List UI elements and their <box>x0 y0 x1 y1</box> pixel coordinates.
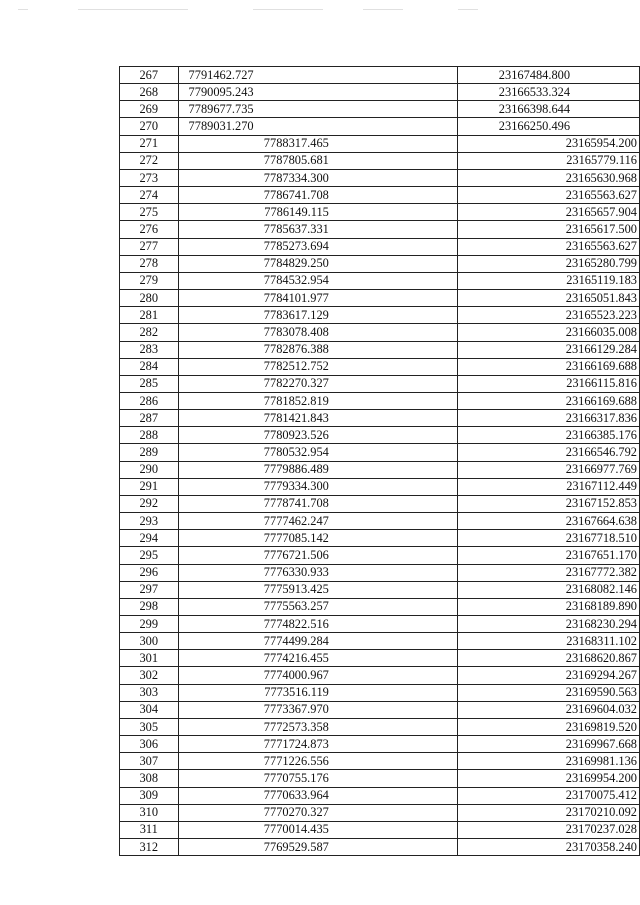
point-number: 286 <box>120 392 179 409</box>
y-coordinate: 23170210.092 <box>457 804 639 821</box>
x-coordinate: 7782270.327 <box>178 375 457 392</box>
y-coordinate: 23165051.843 <box>457 290 639 307</box>
y-coordinate: 23170237.028 <box>457 821 639 838</box>
table-row <box>120 392 640 409</box>
y-coordinate: 23169981.136 <box>457 753 639 770</box>
x-coordinate: 7781421.843 <box>178 410 457 427</box>
point-number: 277 <box>120 238 179 255</box>
table-row <box>120 736 640 753</box>
point-number: 298 <box>120 598 179 615</box>
table-row <box>120 375 640 392</box>
x-coordinate: 7776721.506 <box>178 547 457 564</box>
table-row <box>120 290 640 307</box>
point-number: 296 <box>120 564 179 581</box>
x-coordinate: 7771724.873 <box>178 736 457 753</box>
x-coordinate: 7779334.300 <box>178 478 457 495</box>
y-coordinate: 23166398.644 <box>457 101 639 118</box>
point-number: 291 <box>120 478 179 495</box>
table-row <box>120 701 640 718</box>
x-coordinate: 7784829.250 <box>178 255 457 272</box>
y-coordinate: 23167718.510 <box>457 530 639 547</box>
point-number: 285 <box>120 375 179 392</box>
y-coordinate: 23166385.176 <box>457 427 639 444</box>
table-row <box>120 461 640 478</box>
x-coordinate: 7784101.977 <box>178 290 457 307</box>
point-number: 269 <box>120 101 179 118</box>
y-coordinate: 23167112.449 <box>457 478 639 495</box>
table-row <box>120 307 640 324</box>
y-coordinate: 23166977.769 <box>457 461 639 478</box>
point-number: 302 <box>120 667 179 684</box>
x-coordinate: 7785637.331 <box>178 221 457 238</box>
point-number: 270 <box>120 118 179 135</box>
table-row <box>120 478 640 495</box>
y-coordinate: 23165563.627 <box>457 238 639 255</box>
table-row <box>120 495 640 512</box>
y-coordinate: 23169590.563 <box>457 684 639 701</box>
point-number: 301 <box>120 650 179 667</box>
x-coordinate: 7773516.119 <box>178 684 457 701</box>
point-number: 290 <box>120 461 179 478</box>
y-coordinate: 23168311.102 <box>457 633 639 650</box>
table-row <box>120 547 640 564</box>
y-coordinate: 23165617.500 <box>457 221 639 238</box>
table-row <box>120 633 640 650</box>
x-coordinate: 7779886.489 <box>178 461 457 478</box>
y-coordinate: 23166546.792 <box>457 444 639 461</box>
point-number: 309 <box>120 787 179 804</box>
point-number: 283 <box>120 341 179 358</box>
y-coordinate: 23166169.688 <box>457 358 639 375</box>
point-number: 308 <box>120 770 179 787</box>
point-number: 307 <box>120 753 179 770</box>
point-number: 311 <box>120 821 179 838</box>
table-row <box>120 753 640 770</box>
point-number: 294 <box>120 530 179 547</box>
y-coordinate: 23166533.324 <box>457 84 639 101</box>
y-coordinate: 23168082.146 <box>457 581 639 598</box>
x-coordinate: 7791462.727 <box>178 67 457 84</box>
point-number: 292 <box>120 495 179 512</box>
table-row <box>120 169 640 186</box>
table-row <box>120 67 640 84</box>
y-coordinate: 23166317.836 <box>457 410 639 427</box>
y-coordinate: 23165523.223 <box>457 307 639 324</box>
table-row <box>120 444 640 461</box>
x-coordinate: 7787805.681 <box>178 152 457 169</box>
x-coordinate: 7789031.270 <box>178 118 457 135</box>
point-number: 275 <box>120 204 179 221</box>
split-rows <box>120 67 640 136</box>
point-number: 274 <box>120 187 179 204</box>
y-coordinate: 23168189.890 <box>457 598 639 615</box>
coordinates-table <box>119 66 640 856</box>
table-row <box>120 427 640 444</box>
table-row <box>120 255 640 272</box>
table-row <box>120 204 640 221</box>
x-coordinate: 7775563.257 <box>178 598 457 615</box>
x-coordinate: 7787334.300 <box>178 169 457 186</box>
y-coordinate: 23166169.688 <box>457 392 639 409</box>
point-number: 289 <box>120 444 179 461</box>
table-row <box>120 787 640 804</box>
point-number: 288 <box>120 427 179 444</box>
point-number: 284 <box>120 358 179 375</box>
table-row <box>120 667 640 684</box>
x-coordinate: 7782512.752 <box>178 358 457 375</box>
x-coordinate: 7772573.358 <box>178 718 457 735</box>
x-coordinate: 7782876.388 <box>178 341 457 358</box>
table-row <box>120 513 640 530</box>
x-coordinate: 7780923.526 <box>178 427 457 444</box>
point-number: 300 <box>120 633 179 650</box>
point-number: 278 <box>120 255 179 272</box>
y-coordinate: 23166115.816 <box>457 375 639 392</box>
point-number: 271 <box>120 135 179 152</box>
y-coordinate: 23170358.240 <box>457 839 639 856</box>
point-number: 268 <box>120 84 179 101</box>
point-number: 310 <box>120 804 179 821</box>
y-coordinate: 23165630.968 <box>457 169 639 186</box>
y-coordinate: 23165954.200 <box>457 135 639 152</box>
y-coordinate: 23167664.638 <box>457 513 639 530</box>
table-row <box>120 581 640 598</box>
y-coordinate: 23167772.382 <box>457 564 639 581</box>
x-coordinate: 7776330.933 <box>178 564 457 581</box>
x-coordinate: 7784532.954 <box>178 272 457 289</box>
scan-noise <box>18 6 488 14</box>
table-row <box>120 358 640 375</box>
table-row <box>120 821 640 838</box>
point-number: 303 <box>120 684 179 701</box>
table-row <box>120 221 640 238</box>
y-coordinate: 23168230.294 <box>457 616 639 633</box>
table-row <box>120 84 640 101</box>
y-coordinate: 23165563.627 <box>457 187 639 204</box>
table-row <box>120 324 640 341</box>
y-coordinate: 23169294.267 <box>457 667 639 684</box>
x-coordinate: 7770014.435 <box>178 821 457 838</box>
point-number: 281 <box>120 307 179 324</box>
x-coordinate: 7783617.129 <box>178 307 457 324</box>
x-coordinate: 7775913.425 <box>178 581 457 598</box>
y-coordinate: 23165119.183 <box>457 272 639 289</box>
y-coordinate: 23166250.496 <box>457 118 639 135</box>
x-coordinate: 7783078.408 <box>178 324 457 341</box>
x-coordinate: 7773367.970 <box>178 701 457 718</box>
point-number: 305 <box>120 718 179 735</box>
y-coordinate: 23169819.520 <box>457 718 639 735</box>
y-coordinate: 23165779.116 <box>457 152 639 169</box>
point-number: 293 <box>120 513 179 530</box>
table-row <box>120 804 640 821</box>
point-number: 304 <box>120 701 179 718</box>
x-coordinate: 7770755.176 <box>178 770 457 787</box>
table-row <box>120 650 640 667</box>
table-row <box>120 410 640 427</box>
table-row <box>120 718 640 735</box>
table-row <box>120 530 640 547</box>
x-coordinate: 7789677.735 <box>178 101 457 118</box>
x-coordinate: 7786741.708 <box>178 187 457 204</box>
point-number: 299 <box>120 616 179 633</box>
y-coordinate: 23165280.799 <box>457 255 639 272</box>
x-coordinate: 7770270.327 <box>178 804 457 821</box>
x-coordinate: 7785273.694 <box>178 238 457 255</box>
y-coordinate: 23166129.284 <box>457 341 639 358</box>
point-number: 279 <box>120 272 179 289</box>
table-row <box>120 135 640 152</box>
table-row <box>120 238 640 255</box>
x-coordinate: 7774000.967 <box>178 667 457 684</box>
y-coordinate: 23168620.867 <box>457 650 639 667</box>
y-coordinate: 23169967.668 <box>457 736 639 753</box>
x-coordinate: 7771226.556 <box>178 753 457 770</box>
x-coordinate: 7774499.284 <box>178 633 457 650</box>
y-coordinate: 23169954.200 <box>457 770 639 787</box>
x-coordinate: 7790095.243 <box>178 84 457 101</box>
x-coordinate: 7770633.964 <box>178 787 457 804</box>
point-number: 287 <box>120 410 179 427</box>
point-number: 312 <box>120 839 179 856</box>
table-row <box>120 770 640 787</box>
table-row <box>120 341 640 358</box>
y-coordinate: 23165657.904 <box>457 204 639 221</box>
x-coordinate: 7786149.115 <box>178 204 457 221</box>
y-coordinate: 23169604.032 <box>457 701 639 718</box>
y-coordinate: 23167152.853 <box>457 495 639 512</box>
table-row <box>120 616 640 633</box>
y-coordinate: 23170075.412 <box>457 787 639 804</box>
y-coordinate: 23166035.008 <box>457 324 639 341</box>
table-row <box>120 101 640 118</box>
main-rows <box>120 135 640 856</box>
y-coordinate: 23167484.800 <box>457 67 639 84</box>
x-coordinate: 7777462.247 <box>178 513 457 530</box>
x-coordinate: 7769529.587 <box>178 839 457 856</box>
x-coordinate: 7774216.455 <box>178 650 457 667</box>
x-coordinate: 7780532.954 <box>178 444 457 461</box>
point-number: 267 <box>120 67 179 84</box>
table-row <box>120 598 640 615</box>
point-number: 282 <box>120 324 179 341</box>
point-number: 276 <box>120 221 179 238</box>
point-number: 273 <box>120 169 179 186</box>
x-coordinate: 7778741.708 <box>178 495 457 512</box>
x-coordinate: 7777085.142 <box>178 530 457 547</box>
point-number: 297 <box>120 581 179 598</box>
table-row <box>120 564 640 581</box>
table-row <box>120 839 640 856</box>
point-number: 280 <box>120 290 179 307</box>
y-coordinate: 23167651.170 <box>457 547 639 564</box>
table-row <box>120 187 640 204</box>
x-coordinate: 7774822.516 <box>178 616 457 633</box>
table-row <box>120 272 640 289</box>
point-number: 306 <box>120 736 179 753</box>
x-coordinate: 7781852.819 <box>178 392 457 409</box>
table-row <box>120 152 640 169</box>
point-number: 272 <box>120 152 179 169</box>
table-row <box>120 118 640 135</box>
table-row <box>120 684 640 701</box>
point-number: 295 <box>120 547 179 564</box>
x-coordinate: 7788317.465 <box>178 135 457 152</box>
